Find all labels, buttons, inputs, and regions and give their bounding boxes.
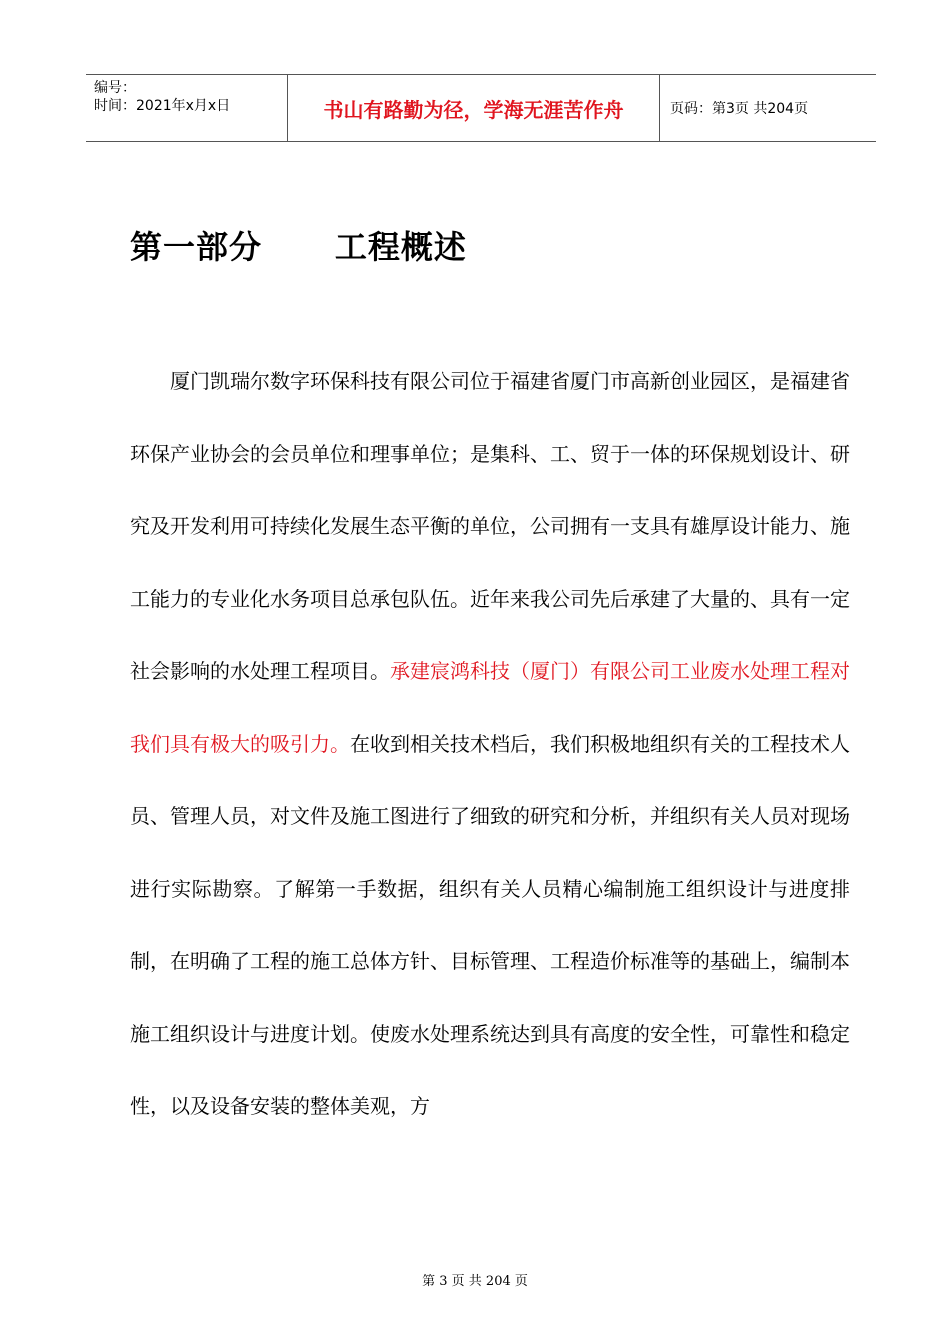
body-text-part1: 厦门凯瑞尔数字环保科技有限公司位于福建省厦门市高新创业园区，是福建省环保产业协会的会员单位和理事单位；是集科、工、贸于一体的环保规划设计、研究及开发利用可持续化发展生态平衡的单位，公司拥有一支具有雄厚设计能力、施工能力的专业化水务项目总承包队伍。近年来我公司先后承建了大量的、具有一定社会影响的水处理工程项目。 [130,369,850,683]
header-time: 时间：2021年x月x日 [94,98,231,114]
header-motto: 书山有路勤为径，学海无涯苦作舟 [288,75,660,141]
header-page-info: 页码：第3页 共204页 [670,101,809,117]
header-meta [86,75,288,141]
body-paragraph [130,345,850,1143]
header-number: 编号： [94,80,136,96]
page-footer: 第 3 页 共 204 页 [422,1274,528,1289]
body-highlight: 承建宸鸿科技（厦门）有限公司工业废水处理工程对我们具有极大的吸引力。 [130,659,850,756]
body-text-part2: 在收到相关技术档后，我们积极地组织有关的工程技术人员、管理人员，对文件及施工图进行了细致的研究和分析，并组织有关人员对现场进行实际勘察。了解第一手数据，组织有关人员精心编制施工组织设计与进度排制，在明确了工程的施工总体方针、目标管理、工程造价标准等的基础上，编制本施工组织设计与进度计划。使废水处理系统达到具有高度的安全性，可靠性和稳定性，以及设备安装的整体美观，方 [130,731,850,1118]
page-header [86,74,876,142]
section-title: 第一部分 工程概述 [130,228,467,266]
